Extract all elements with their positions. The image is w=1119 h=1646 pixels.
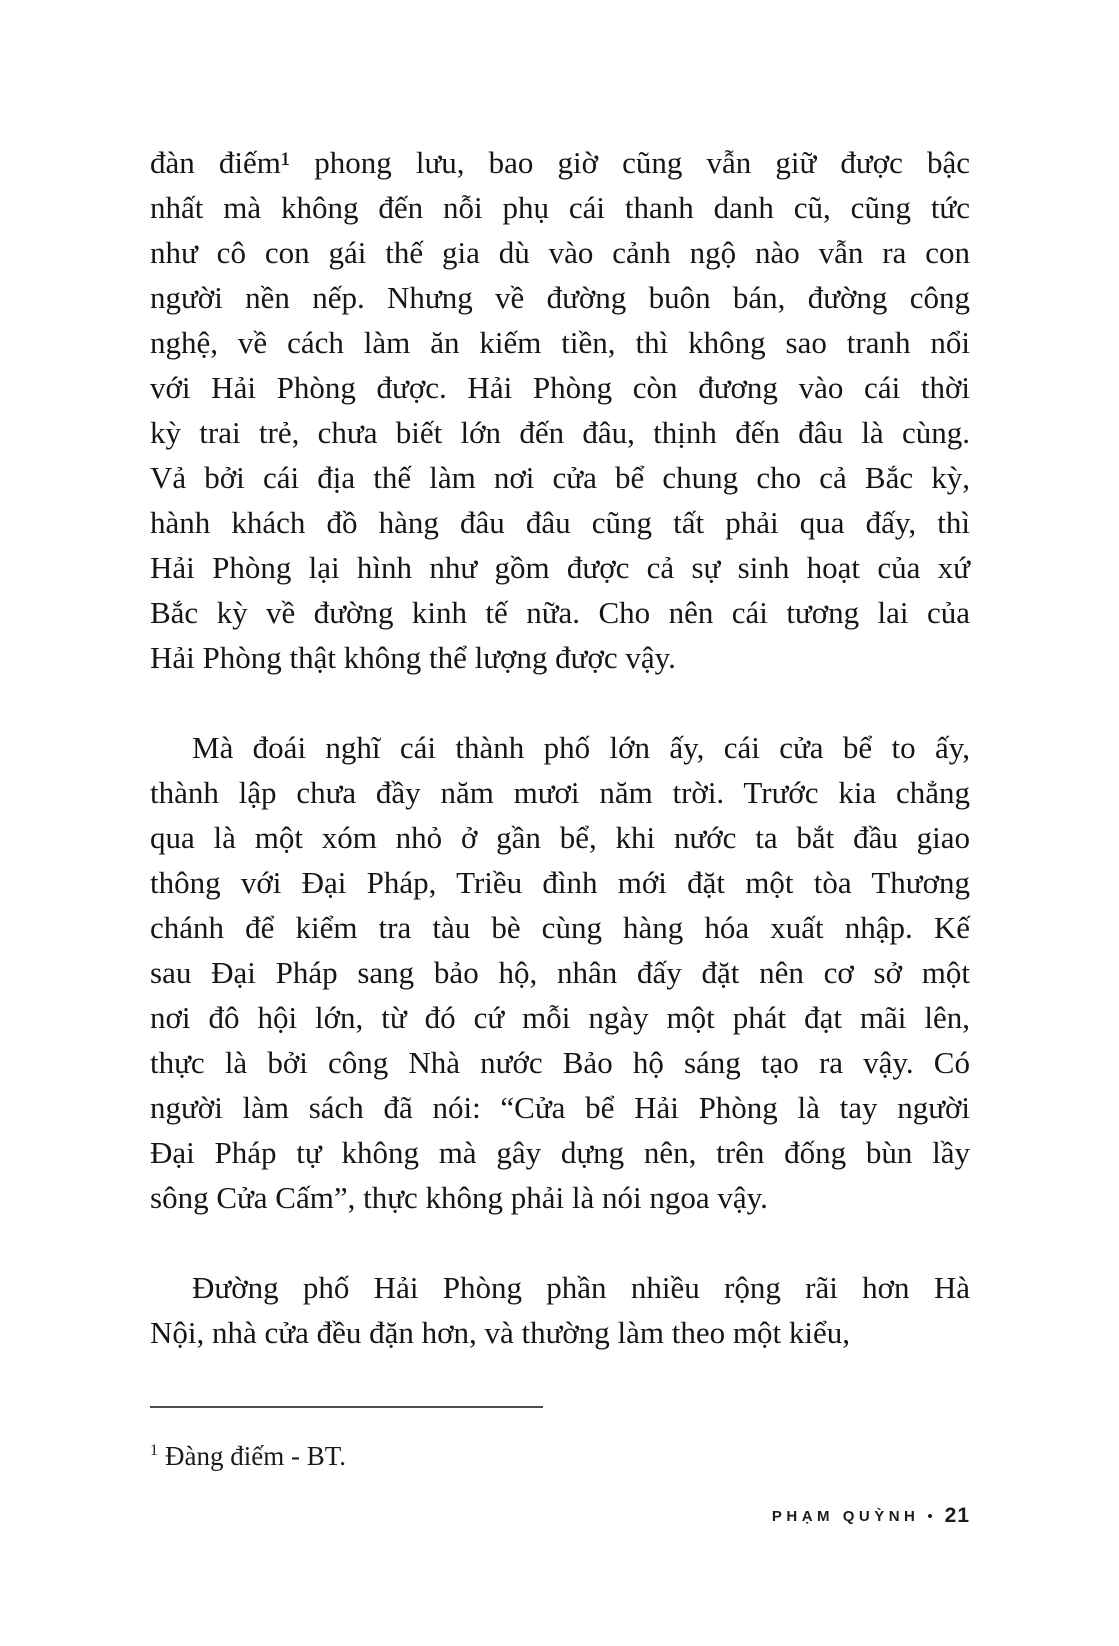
- footer-separator-dot: •: [927, 1507, 933, 1525]
- paragraph: [150, 725, 970, 1220]
- text-line: Hải Phòng thật không thể lượng được vậy.: [150, 640, 676, 675]
- text-line: người nền nếp. Nhưng về đường buôn bán, đường công: [150, 280, 970, 315]
- text-line: Vả bởi cái địa thế làm nơi cửa bể chung cho cả Bắc kỳ,: [150, 460, 970, 495]
- footnote-rule: [150, 1406, 543, 1408]
- text-line: hành khách đồ hàng đâu đâu cũng tất phải qua đấy, thì: [150, 505, 970, 540]
- text-line: chánh để kiểm tra tàu bè cùng hàng hóa xuất nhập. Kế: [150, 910, 970, 945]
- paragraph: [150, 1265, 970, 1355]
- text-line: nhất mà không đến nỗi phụ cái thanh danh cũ, cũng tức: [150, 190, 970, 225]
- text-line: Đường phố Hải Phòng phần nhiều rộng rãi hơn Hà: [192, 1270, 970, 1305]
- text-line: như cô con gái thế gia dù vào cảnh ngộ nào vẫn ra con: [150, 235, 970, 270]
- text-line: Mà đoái nghĩ cái thành phố lớn ấy, cái cửa bể to ấy,: [192, 730, 970, 765]
- text-line: Bắc kỳ về đường kinh tế nữa. Cho nên cái tương lai của: [150, 595, 970, 630]
- text-line: Nội, nhà cửa đều đặn hơn, và thường làm theo một kiểu,: [150, 1315, 851, 1350]
- text-line: người làm sách đã nói: “Cửa bể Hải Phòng là tay người: [150, 1090, 970, 1125]
- text-line: nghệ, về cách làm ăn kiếm tiền, thì không sao tranh nổi: [150, 325, 970, 360]
- paragraph: [150, 140, 970, 680]
- text-line: Đại Pháp tự không mà gây dựng nên, trên đống bùn lầy: [150, 1135, 970, 1170]
- text-line: thực là bởi công Nhà nước Bảo hộ sáng tạo ra vậy. Có: [150, 1045, 970, 1080]
- footnote-marker: 1: [150, 1442, 158, 1459]
- text-line: Hải Phòng lại hình như gồm được cả sự sinh hoạt của xứ: [150, 550, 970, 585]
- body-text: [150, 140, 970, 1355]
- page-number: 21: [944, 1504, 970, 1527]
- text-line: đàn điếm¹ phong lưu, bao giờ cũng vẫn giữ được bậc: [150, 145, 970, 180]
- text-line: thông với Đại Pháp, Triều đình mới đặt một tòa Thương: [150, 865, 970, 900]
- text-line: nơi đô hội lớn, từ đó cứ mỗi ngày một phát đạt mãi lên,: [150, 1000, 970, 1035]
- footnote-block: [150, 1406, 970, 1473]
- text-line: sau Đại Pháp sang bảo hộ, nhân đấy đặt nên cơ sở một: [150, 955, 970, 990]
- footnote-text: Đàng điếm - BT.: [165, 1441, 346, 1471]
- text-line: qua là một xóm nhỏ ở gần bể, khi nước ta bắt đầu giao: [150, 820, 970, 855]
- page-footer: [150, 1504, 970, 1528]
- text-line: sông Cửa Cấm”, thực không phải là nói ngoa vậy.: [150, 1180, 768, 1215]
- footer-author: PHẠM QUỲNH: [771, 1507, 920, 1525]
- text-line: với Hải Phòng được. Hải Phòng còn đương vào cái thời: [150, 370, 970, 405]
- text-line: thành lập chưa đầy năm mươi năm trời. Trước kia chẳng: [150, 775, 970, 810]
- footnote: [150, 1434, 970, 1473]
- text-line: kỳ trai trẻ, chưa biết lớn đến đâu, thịnh đến đâu là cùng.: [150, 415, 970, 450]
